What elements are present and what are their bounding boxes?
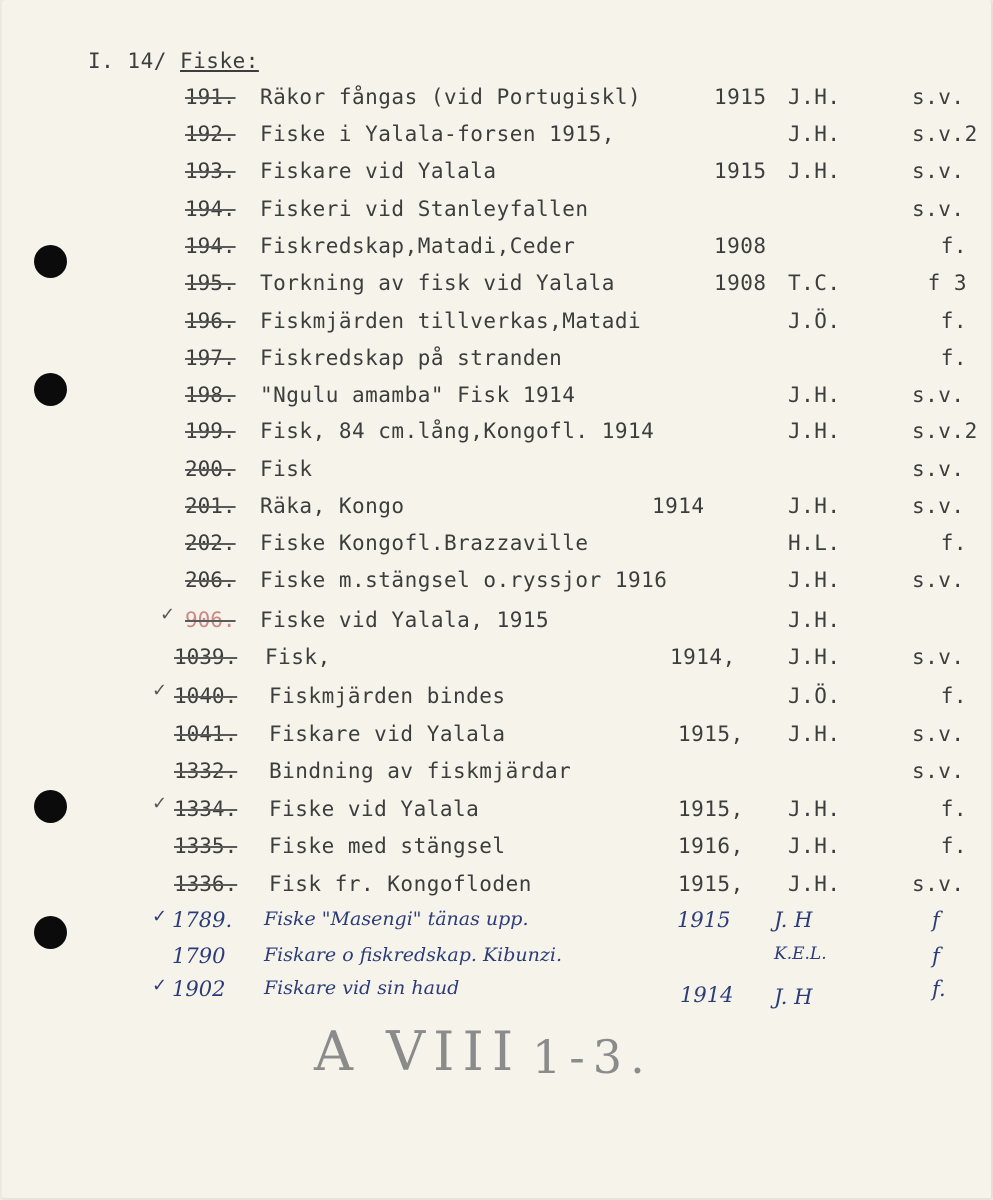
entry-class: f. [940,346,967,370]
handwritten-number: 1902 [172,977,226,1001]
entry-number: 192. [185,122,236,146]
entry-year: 1915, [678,872,744,896]
entry-number: 1332. [174,759,238,783]
entry-initials: J.Ö. [788,684,841,708]
check-mark-icon: ✓ [152,975,168,996]
entry-number: 906. [185,608,236,632]
entry-initials: J.H. [788,834,841,858]
entry-year: 1915 [714,159,767,183]
entry-title: Fiskredskap på stranden [260,346,563,370]
handwritten-year: 1914 [680,983,734,1007]
entry-number: 199. [185,419,236,443]
entry-title: "Ngulu amamba" Fisk 1914 [260,383,576,407]
entry-class: s.v. [912,494,965,518]
entry-year: 1915 [714,85,767,109]
handwritten-year: 1915 [677,908,731,932]
check-mark-icon: ✓ [152,793,168,814]
entry-number: 1040. [174,684,238,708]
entry-title: Fiskmjärden tillverkas,Matadi [260,309,642,333]
entry-class: f. [940,834,967,858]
pencil-note-left: A VIII [314,1020,522,1083]
entry-title: Fiske vid Yalala [269,797,480,821]
entry-initials: J.Ö. [788,309,841,333]
handwritten-initials: K.E.L. [774,944,827,964]
entry-class: s.v. [912,197,965,221]
heading-title: Fiske: [180,49,259,73]
handwritten-title: Fiskare vid sin haud [264,977,460,999]
entry-class: f 3 [927,271,967,295]
entry-initials: J.H. [788,797,841,821]
entry-number: 194. [185,197,236,221]
entry-number: 194. [185,234,236,258]
entry-number: 1334. [174,797,238,821]
entry-number: 191. [185,85,236,109]
handwritten-class: f. [932,977,946,1001]
entry-class: s.v. [912,645,965,669]
entry-initials: J.H. [788,419,841,443]
entry-class: f. [940,309,967,333]
entry-initials: J.H. [788,383,841,407]
entry-initials: J.H. [788,494,841,518]
entry-number: 200. [185,457,236,481]
entry-number: 198. [185,383,236,407]
entry-title: Fiskeri vid Stanleyfallen [260,197,589,221]
entry-initials: J.H. [788,872,841,896]
entry-class: f. [940,234,967,258]
entry-class: f. [940,797,967,821]
handwritten-number: 1789. [172,908,233,932]
entry-initials: J.H. [788,568,841,592]
handwritten-number: 1790 [172,944,226,968]
entry-initials: H.L. [788,531,841,555]
punch-hole [34,790,67,823]
handwritten-class: f [932,944,940,968]
check-mark-icon: ✓ [152,906,168,927]
entry-title: Fiskmjärden bindes [269,684,506,708]
entry-year: 1914 [652,494,705,518]
entry-title: Fiske i Yalala-forsen 1915, [260,122,615,146]
entry-title: Torkning av fisk vid Yalala [260,271,615,295]
entry-class: s.v. [912,159,965,183]
entry-year: 1915, [678,722,744,746]
entry-class: s.v. [912,568,965,592]
entry-number: 196. [185,309,236,333]
handwritten-initials: J. H [774,985,813,1009]
entry-title: Fiske med stängsel [269,834,506,858]
entry-number: 197. [185,346,236,370]
entry-initials: J.H. [788,85,841,109]
entry-title: Fiske vid Yalala, 1915 [260,608,550,632]
entry-initials: J.H. [788,122,841,146]
handwritten-title: Fiske "Masengi" tänas upp. [264,908,529,930]
entry-year: 1908 [714,271,767,295]
entry-title: Fiskredskap,Matadi,Ceder [260,234,576,258]
entry-class: s.v.2 [912,122,978,146]
entry-initials: J.H. [788,608,841,632]
entry-title: Räkor fångas (vid Portugiskl) [260,85,642,109]
entry-number: 193. [185,159,236,183]
entry-title: Fiskare vid Yalala [269,722,506,746]
entry-class: s.v. [912,759,965,783]
entry-number: 195. [185,271,236,295]
entry-title: Fiskare vid Yalala [260,159,497,183]
entry-number: 1335. [174,834,238,858]
entry-number: 1336. [174,872,238,896]
heading-prefix: I. 14/ [88,49,181,73]
punch-hole [34,373,67,406]
entry-number: 202. [185,531,236,555]
entry-initials: J.H. [788,722,841,746]
entry-class: s.v. [912,872,965,896]
entry-number: 201. [185,494,236,518]
entry-number: 1041. [174,722,238,746]
entry-number: 206. [185,568,236,592]
entry-title: Bindning av fiskmjärdar [269,759,572,783]
entry-initials: J.H. [788,159,841,183]
check-mark-icon: ✓ [152,680,168,701]
entry-number: 1039. [174,645,238,669]
entry-class: s.v. [912,85,965,109]
entry-class: f. [940,531,967,555]
card-heading [88,49,259,73]
entry-class: s.v. [912,722,965,746]
entry-title: Fiske Kongofl.Brazzaville [260,531,589,555]
entry-year: 1916, [678,834,744,858]
entry-title: Fisk, [265,645,331,669]
entry-title: Fisk, 84 cm.lång,Kongofl. 1914 [260,419,655,443]
entry-class: f. [940,684,967,708]
entry-class: s.v. [912,383,965,407]
entry-year: 1915, [678,797,744,821]
entry-year: 1908 [714,234,767,258]
handwritten-title: Fiskare o fiskredskap. Kibunzi. [264,944,562,966]
check-mark-icon: ✓ [160,604,176,625]
handwritten-initials: J. H [774,908,813,932]
handwritten-class: f [932,908,940,932]
punch-hole [34,916,67,949]
entry-title: Fiske m.stängsel o.ryssjor 1916 [260,568,668,592]
entry-title: Fisk [260,457,313,481]
entry-class: s.v.2 [912,419,978,443]
entry-class: s.v. [912,457,965,481]
catalog-card [2,0,993,1200]
entry-title: Fisk fr. Kongofloden [269,872,532,896]
pencil-note-right: 1-3. [532,1030,653,1084]
entry-initials: J.H. [788,645,841,669]
entry-title: Räka, Kongo [260,494,405,518]
entry-initials: T.C. [788,271,841,295]
entry-year: 1914, [670,645,736,669]
punch-hole [34,245,67,278]
